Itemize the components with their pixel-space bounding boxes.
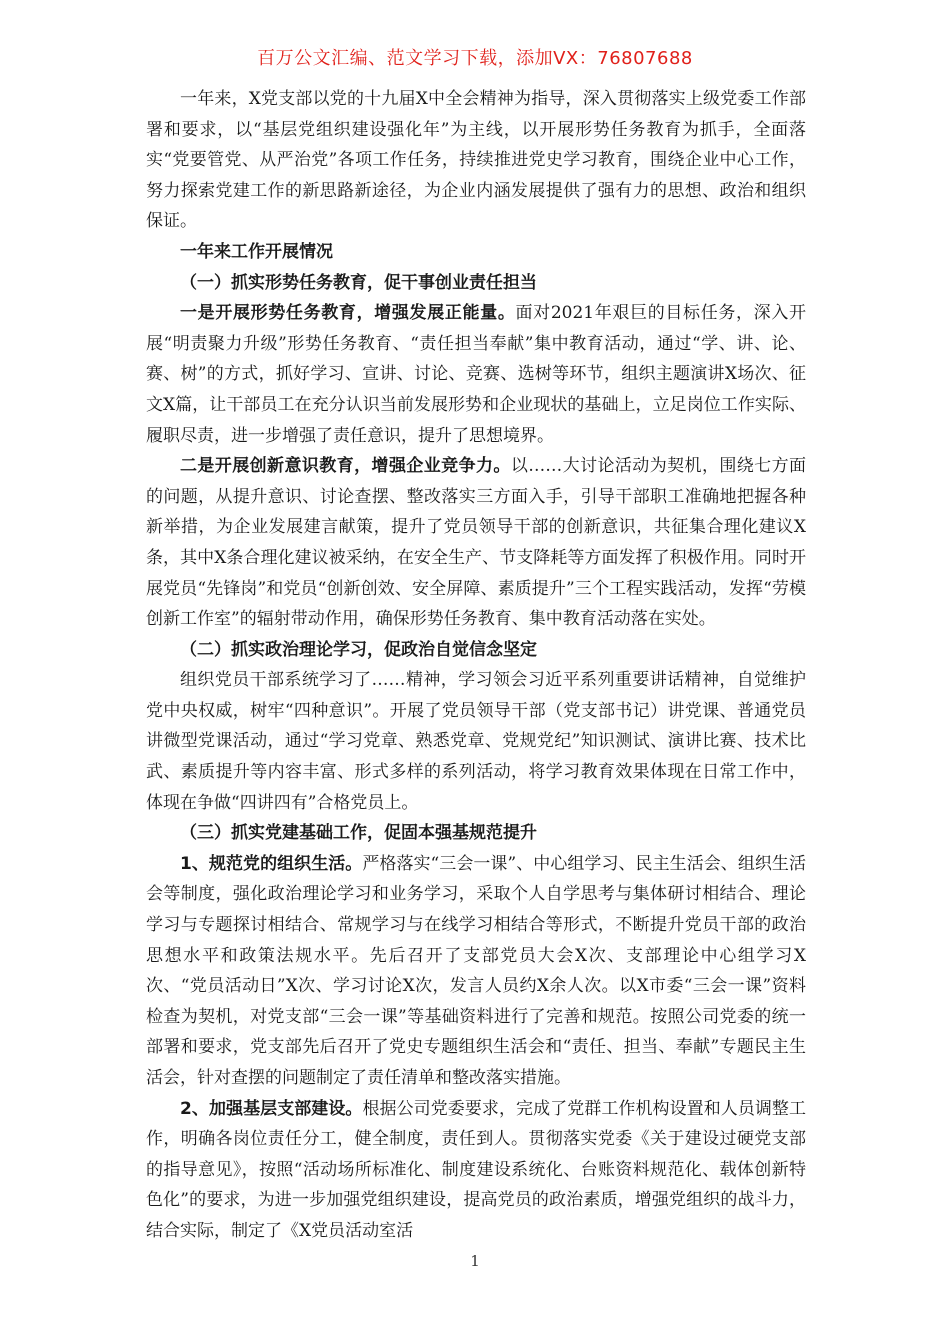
section-heading: 一年来工作开展情况 <box>180 241 333 262</box>
paragraph-4-lead: 1、规范党的组织生活。 <box>180 853 363 874</box>
paragraph-4 <box>146 849 806 1094</box>
intro-paragraph: 一年来，X党支部以党的十九届X中全会精神为指导，深入贯彻落实上级党委工作部署和要求，以“基层党组织建设强化年”为主线，以开展形势任务教育为抓手，全面落实“党要管党、从严治党”各项工作任务，持续推进党史学习教育，围绕企业中心工作，努力探索党建工作的新思路新途径，为企业内涵发展提供了强有力的思想、政治和组织保证。 <box>146 89 806 232</box>
paragraph-1-body: 面对2021年艰巨的目标任务，深入开展“明责聚力升级”形势任务教育、“责任担当奉献”集中教育活动，通过“学、讲、论、赛、树”的方式，抓好学习、宣讲、讨论、竞赛、选树等环节，组织主题演讲X场次、征文X篇，让干部员工在充分认识当前发展形势和企业现状的基础上，立足岗位工作实际、履职尽责，进一步增强了责任意识，提升了思想境界。 <box>146 303 806 446</box>
paragraph-5 <box>146 1094 806 1247</box>
document-body <box>146 84 806 1247</box>
paragraph-2 <box>146 451 806 635</box>
paragraph-1 <box>146 298 806 451</box>
subsection-heading-2: （二）抓实政治理论学习，促政治自觉信念坚定 <box>180 639 537 660</box>
paragraph-2-lead: 二是开展创新意识教育，增强企业竞争力。 <box>180 456 511 477</box>
paragraph-2-body: 以……大讨论活动为契机，围绕七方面的问题，从提升意识、讨论查摆、整改落实三方面入手，引导干部职工准确地把握各种新举措，为企业发展建言献策，提升了党员领导干部的创新意识，共征集合理化建议X条，其中X条合理化建议被采纳，在安全生产、节支降耗等方面发挥了积极作用。同时开展党员“先锋岗”和党员“创新创效、安全屏障、素质提升”三个工程实践活动，发挥“劳模创新工作室”的辐射带动作用，确保形势任务教育、集中教育活动落在实处。 <box>146 456 807 630</box>
paragraph-4-body: 严格落实“三会一课”、中心组学习、民主生活会、组织生活会等制度，强化政治理论学习和业务学习，采取个人自学思考与集体研讨相结合、理论学习与专题探讨相结合、常规学习与在线学习相结合等形式，不断提升党员干部的政治思想水平和政策法规水平。先后召开了支部党员大会X次、支部理论中心组学习X次、“党员活动日”X次、学习讨论X次，发言人员约X余人次。以X市委“三会一课”资料检查为契机，对党支部“三会一课”等基础资料进行了完善和规范。按照公司党委的统一部署和要求，党支部先后召开了党史专题组织生活会和“责任、担当、奉献”专题民主生活会，针对查摆的问题制定了责任清单和整改落实措施。 <box>146 853 806 1088</box>
watermark-banner: 百万公文汇编、范文学习下载，添加VX：76807688 <box>257 48 693 69</box>
subsection-heading-1: （一）抓实形势任务教育，促干事创业责任担当 <box>180 272 537 293</box>
paragraph-3: 组织党员干部系统学习了……精神，学习领会习近平系列重要讲话精神，自觉维护党中央权威，树牢“四种意识”。开展了党员领导干部（党支部书记）讲党课、普通党员讲微型党课活动，通过“学习党章、熟悉党章、党规党纪”知识测试、演讲比赛、技术比武、素质提升等内容丰富、形式多样的系列活动，将学习教育效果体现在日常工作中，体现在争做“四讲四有”合格党员上。 <box>146 670 806 813</box>
subsection-heading-3: （三）抓实党建基础工作，促固本强基规范提升 <box>180 823 537 844</box>
paragraph-1-lead: 一是开展形势任务教育，增强发展正能量。 <box>180 303 516 324</box>
paragraph-5-lead: 2、加强基层支部建设。 <box>180 1098 363 1119</box>
page-number: 1 <box>470 1252 480 1270</box>
paragraph-5-body: 根据公司党委要求，完成了党群工作机构设置和人员调整工作，明确各岗位责任分工，健全制度，责任到人。贯彻落实党委《关于建设过硬党支部的指导意见》，按照“活动场所标准化、制度建设系统化、台账资料规范化、载体创新特色化”的要求，为进一步加强党组织建设，提高党员的政治素质，增强党组织的战斗力，结合实际，制定了《X党员活动室活 <box>146 1098 806 1241</box>
